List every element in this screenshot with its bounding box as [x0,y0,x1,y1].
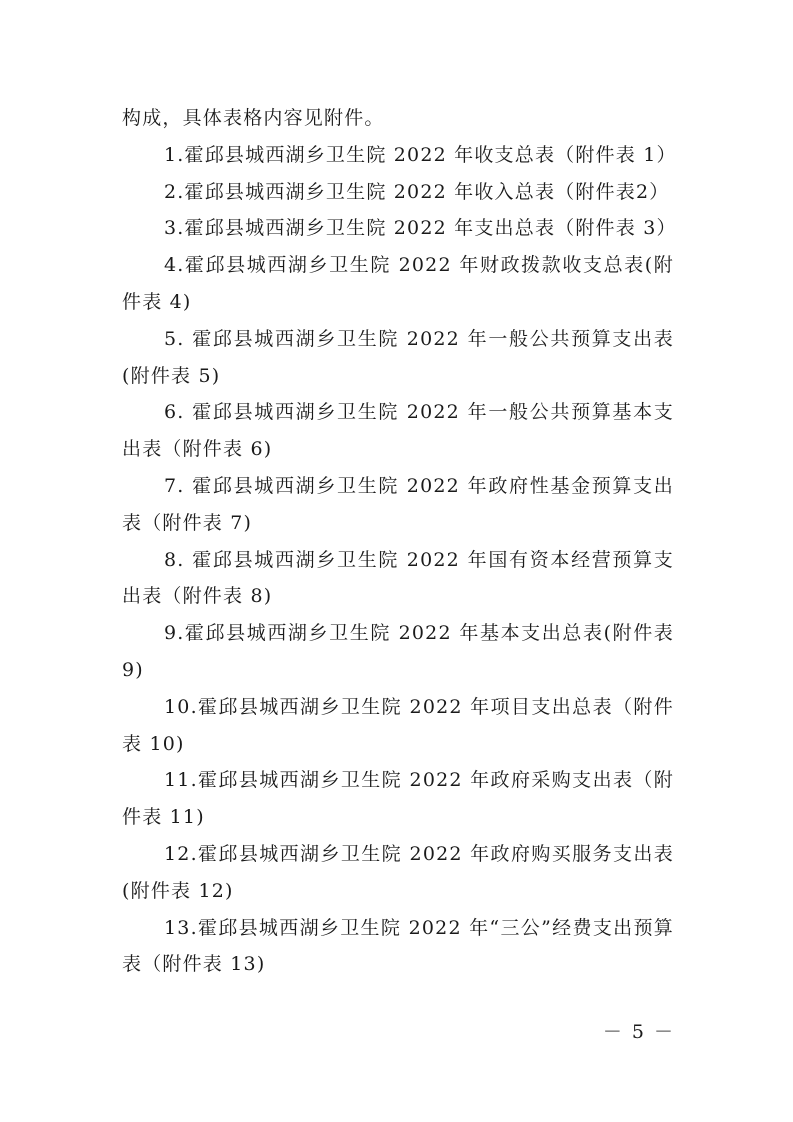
attachment-item-13: 13.霍邱县城西湖乡卫生院 2022 年“三公”经费支出预算表（附件表 13) [122,916,674,976]
attachment-item-3: 3.霍邱县城西湖乡卫生院 2022 年支出总表（附件表 3） [164,217,677,240]
attachment-item-9: 9.霍邱县城西湖乡卫生院 2022 年基本支出总表(附件表9) [122,622,674,681]
attachment-item-8: 8. 霍邱县城西湖乡卫生院 2022 年国有资本经营预算支出表（附件表 8) [122,548,674,608]
attachment-item-6: 6. 霍邱县城西湖乡卫生院 2022 年一般公共预算基本支出表（附件表 6) [122,401,674,461]
body-text [122,100,677,983]
attachment-item-11: 11.霍邱县城西湖乡卫生院 2022 年政府采购支出表（附件表 11) [122,769,674,829]
attachment-item-5: 5. 霍邱县城西湖乡卫生院 2022 年一般公共预算支出表(附件表 5) [122,327,674,387]
intro-line: 构成，具体表格内容见附件。 [122,107,385,129]
page-number: － 5 － [602,1021,675,1043]
attachment-item-1: 1.霍邱县城西湖乡卫生院 2022 年收支总表（附件表 1） [164,143,677,166]
attachment-item-12: 12.霍邱县城西湖乡卫生院 2022 年政府购买服务支出表(附件表 12) [122,842,674,902]
attachment-item-10: 10.霍邱县城西湖乡卫生院 2022 年项目支出总表（附件表 10) [122,695,674,755]
attachment-item-4: 4.霍邱县城西湖乡卫生院 2022 年财政拨款收支总表(附件表 4) [122,254,674,313]
attachment-item-2: 2.霍邱县城西湖乡卫生院 2022 年收入总表（附件表2） [164,180,670,203]
attachment-item-7: 7. 霍邱县城西湖乡卫生院 2022 年政府性基金预算支出表（附件表 7) [122,474,674,534]
